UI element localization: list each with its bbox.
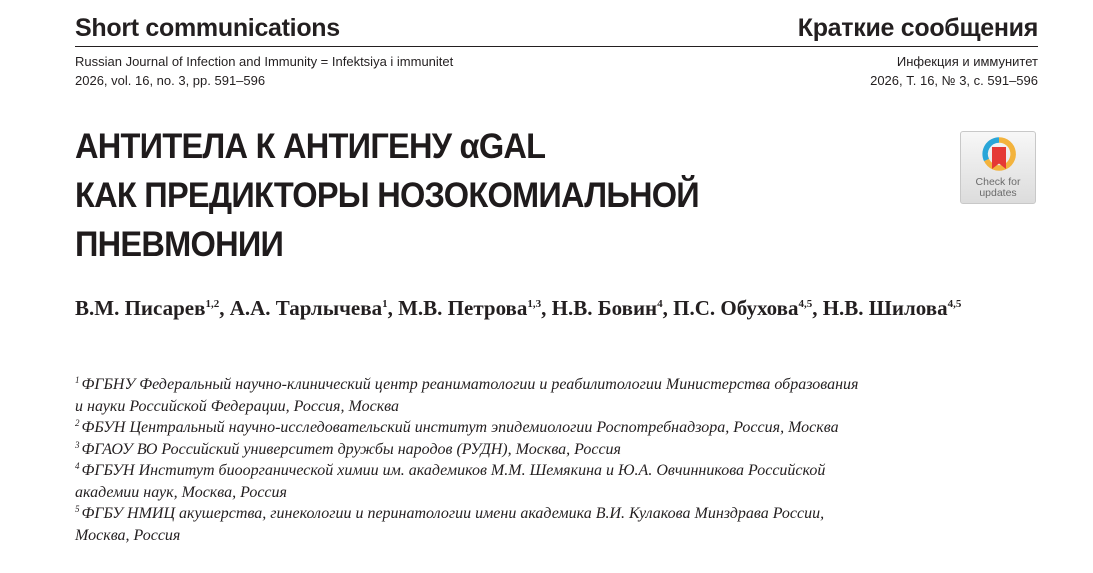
author-name: В.М. Писарев	[75, 296, 206, 320]
author-separator: ,	[812, 296, 818, 320]
affiliation-text: ФГБНУ Федеральный научно-клинический центр реаниматологии и реабилитологии Министерства образования	[81, 376, 859, 393]
affiliation-number: 5	[75, 504, 80, 514]
title-line: КАК ПРЕДИКТОРЫ НОЗОКОМИАЛЬНОЙ	[75, 176, 699, 215]
affiliation-item-continued	[75, 525, 1035, 547]
author-separator: ,	[219, 296, 225, 320]
check-for-updates-button[interactable]	[960, 131, 1036, 204]
affiliation-number: 1	[75, 375, 80, 385]
affiliation-text: ФГБУН Институт биоорганической химии им. академиков М.М. Шемякина и Ю.А. Овчинникова Российской	[81, 462, 826, 479]
author-name: А.А. Тарлычева	[229, 296, 383, 320]
journal-name-ru: Инфекция и иммунитет	[896, 54, 1038, 69]
affiliation-number: 4	[75, 461, 80, 471]
affiliation-text: ФГБУ НМИЦ акушерства, гинекологии и перинатологии имени академика В.И. Кулакова Минздрава России,	[81, 505, 825, 522]
author-affiliation-ref: 1,3	[527, 298, 542, 310]
author-separator: ,	[387, 296, 393, 320]
author	[552, 296, 668, 320]
affiliation-text: и науки Российской Федерации, Россия, Москва	[75, 397, 400, 415]
title-line: ПНЕВМОНИИ	[75, 225, 284, 264]
section-title-en: Short communications	[75, 14, 340, 42]
badge-label-line: updates	[979, 187, 1017, 199]
journal-info-ru	[870, 52, 1038, 90]
header-right	[798, 12, 1038, 44]
author-name: П.С. Обухова	[673, 296, 799, 320]
author-name: Н.В. Бовин	[551, 296, 658, 320]
affiliation-item	[75, 460, 1035, 482]
affiliation-item-continued	[75, 482, 1035, 504]
author-name: М.В. Петрова	[398, 296, 528, 320]
title-line: АНТИТЕЛА К АНТИГЕНУ αGAL	[75, 127, 546, 166]
affiliation-item	[75, 439, 1035, 461]
journal-name-en: Russian Journal of Infection and Immunity = Infektsiya i immunitet	[75, 54, 454, 69]
badge-label	[961, 177, 1035, 199]
journal-info-en	[75, 52, 453, 90]
author-separator: ,	[541, 296, 547, 320]
affiliation-item	[75, 503, 1035, 525]
author-name: Н.В. Шилова	[822, 296, 948, 320]
affiliation-number: 3	[75, 439, 80, 450]
author-separator: ,	[662, 296, 668, 320]
author-affiliation-ref: 1,2	[205, 298, 220, 310]
article-title	[75, 122, 935, 269]
author	[75, 296, 224, 320]
author-affiliation-ref: 4,5	[947, 298, 962, 310]
affiliation-text: Москва, Россия	[75, 526, 181, 544]
affiliation-item	[75, 417, 1035, 439]
affiliation-number: 2	[75, 418, 80, 428]
affiliation-text: академии наук, Москва, Россия	[75, 483, 287, 501]
affiliation-item-continued	[75, 396, 1035, 418]
section-title-ru: Краткие сообщения	[797, 14, 1038, 42]
header-left	[75, 12, 340, 44]
author	[230, 296, 393, 320]
author-affiliation-ref: 4,5	[798, 298, 813, 310]
author	[823, 296, 962, 320]
crossmark-icon	[981, 136, 1017, 176]
citation-ru: 2026, Т. 16, № 3, с. 591–596	[870, 73, 1038, 88]
affiliation-list	[75, 374, 1035, 546]
author-affiliation-ref: 1	[382, 298, 388, 310]
author	[398, 296, 546, 320]
badge-label-line: Check for	[975, 176, 1021, 188]
affiliation-text: ФБУН Центральный научно-исследовательский институт эпидемиологии Роспотребнадзора, Россия, Москва	[81, 419, 839, 436]
author	[673, 296, 817, 320]
header-divider	[75, 46, 1038, 47]
affiliation-item	[75, 374, 1035, 396]
affiliation-text: ФГАОУ ВО Российский университет дружбы народов (РУДН), Москва, Россия	[81, 440, 621, 458]
citation-en: 2026, vol. 16, no. 3, pp. 591–596	[75, 73, 266, 88]
author-affiliation-ref: 4	[657, 298, 663, 310]
author-list	[75, 294, 1035, 323]
